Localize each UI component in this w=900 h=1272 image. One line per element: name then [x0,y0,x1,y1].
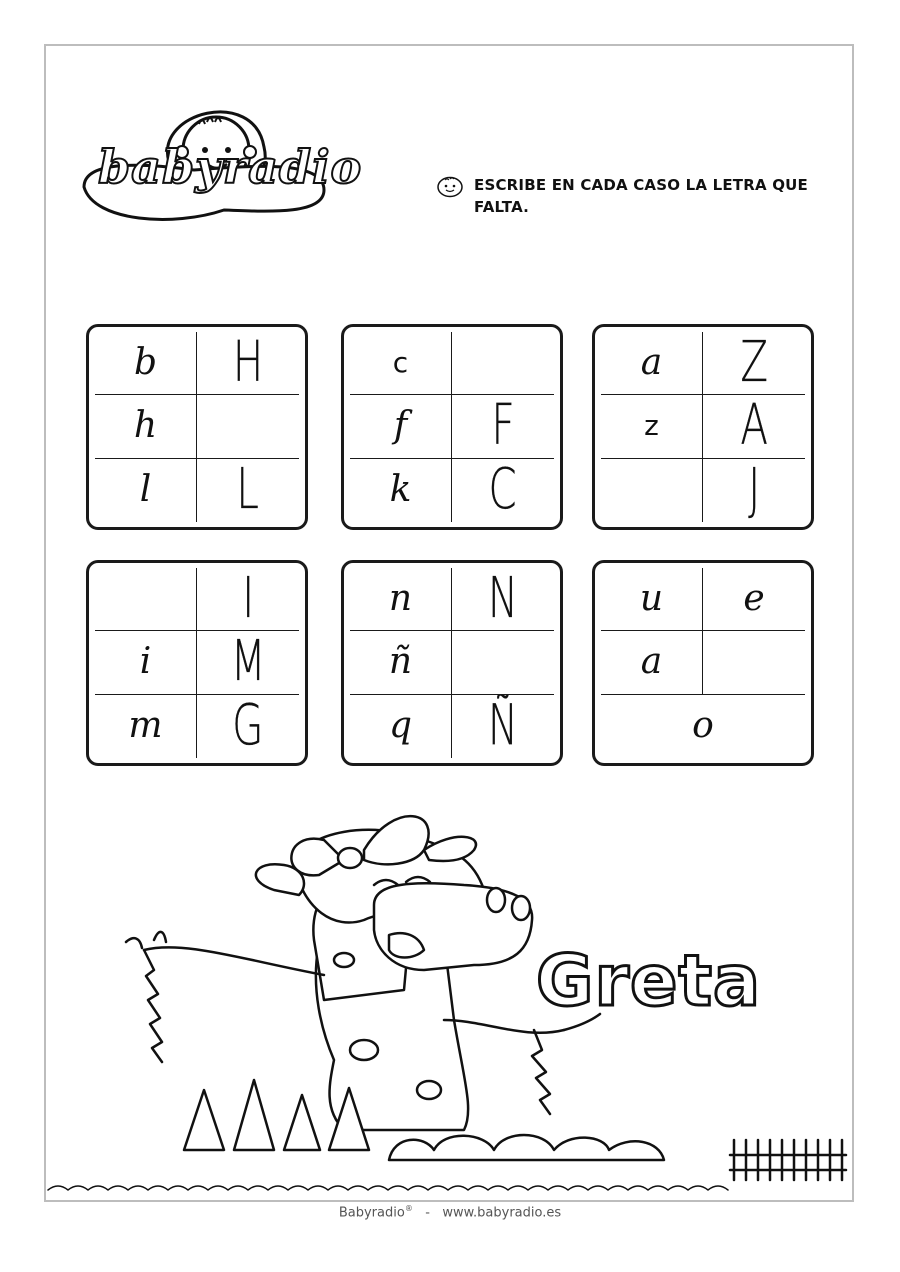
lowercase-letter: c [392,346,409,380]
grid-cell-blank[interactable] [703,631,805,694]
grid-cell-wide[interactable] [601,695,805,758]
grid-cell[interactable] [703,459,805,522]
grid-cell[interactable] [197,332,299,395]
lowercase-letter: f [393,405,408,447]
grid-cell[interactable] [452,568,554,631]
grid-cell[interactable] [95,395,197,458]
grid-cell-blank[interactable] [95,568,197,631]
lowercase-letter: n [388,578,413,620]
footer [0,1204,900,1220]
uppercase-letter: I [242,568,254,632]
grid-cell[interactable] [703,395,805,458]
footer-url[interactable]: www.babyradio.es [442,1205,562,1221]
lowercase-letter: i [139,641,152,683]
grid-cell-blank[interactable] [197,395,299,458]
letter-grid-2 [341,324,563,530]
grid-cell[interactable] [601,395,703,458]
grid-cell[interactable] [95,695,197,758]
uppercase-letter: Z [740,332,768,396]
letter-grid-5 [341,560,563,766]
grid-cell[interactable] [601,568,703,631]
grid-cell[interactable] [95,332,197,395]
grid-cell[interactable] [703,568,805,631]
grid-cell[interactable] [95,631,197,694]
lowercase-letter: m [128,705,163,747]
uppercase-letter: C [488,458,518,522]
grid-cell[interactable] [452,459,554,522]
uppercase-letter: J [748,458,760,522]
lowercase-letter: e [743,578,765,620]
lowercase-letter: z [644,409,659,443]
uppercase-letter: F [491,395,515,459]
lowercase-letter: u [639,578,664,620]
instruction-text: ESCRIBE EN CADA CASO LA LETRA QUE FALTA. [474,176,808,216]
grid-cell[interactable] [452,695,554,758]
lowercase-letter: h [133,405,158,447]
grid-cell[interactable] [350,395,452,458]
grid-cell[interactable] [197,695,299,758]
grid-cell-blank[interactable] [452,631,554,694]
lowercase-letter: a [640,641,663,683]
grid-cell[interactable] [703,332,805,395]
babyradio-logo [74,92,363,242]
footer-separator: - [425,1205,430,1221]
grid-cell[interactable] [350,631,452,694]
uppercase-letter: L [236,458,260,522]
character-name: Greta [536,940,762,1022]
grid-cell[interactable] [601,332,703,395]
lowercase-letter: q [388,705,413,747]
grid-cell-blank[interactable] [452,332,554,395]
uppercase-letter: G [232,694,264,758]
grid-cell[interactable] [350,695,452,758]
grid-cell[interactable] [350,332,452,395]
letter-grid-6 [592,560,814,766]
lowercase-letter: k [389,469,412,511]
grid-cell[interactable] [601,631,703,694]
lowercase-letter: o [692,705,714,747]
grid-cell[interactable] [197,631,299,694]
uppercase-letter: N [487,568,519,632]
lowercase-letter: ñ [388,641,413,683]
uppercase-letter: A [740,395,768,459]
uppercase-letter: M [230,631,266,695]
footer-brand: Babyradio [338,1205,405,1221]
grid-cell[interactable] [197,459,299,522]
grid-cell[interactable] [350,459,452,522]
lowercase-letter: b [133,342,158,384]
uppercase-letter: H [232,332,264,396]
registered-mark: ® [404,1204,413,1213]
letter-grid-1 [86,324,308,530]
grid-cell[interactable] [452,395,554,458]
grid-cell[interactable] [197,568,299,631]
logo-wordmark: babyradio [98,140,363,194]
uppercase-letter: Ñ [487,694,519,758]
grid-cell[interactable] [350,568,452,631]
letter-grid-4 [86,560,308,766]
letter-grid-3 [592,324,814,530]
smiley-face-icon [436,176,464,198]
grid-cell-blank[interactable] [601,459,703,522]
lowercase-letter: l [139,469,152,511]
grid-cell[interactable] [95,459,197,522]
lowercase-letter: a [640,342,663,384]
